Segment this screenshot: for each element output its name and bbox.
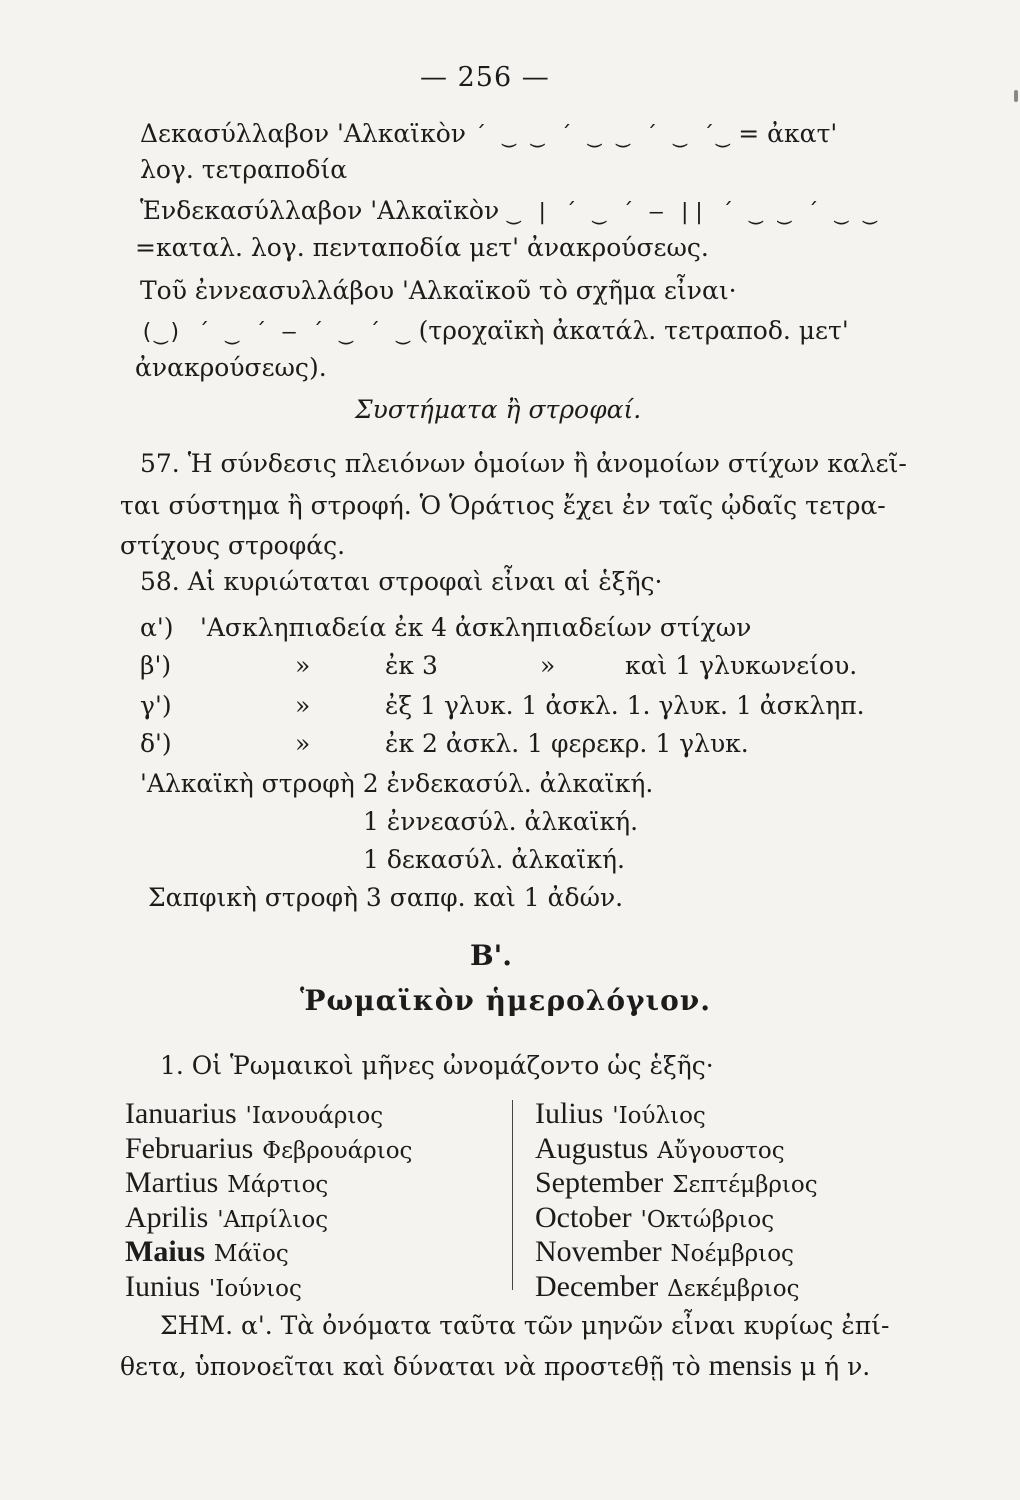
- month-greek: Μάρτιος: [227, 1172, 329, 1198]
- latin-word-mensis: mensis: [708, 1349, 793, 1382]
- hendecasyllable-label: Ἑνδεκασύλλαβον 'Αλκαϊκὸν: [140, 196, 500, 225]
- paragraph-57-line-1: 57. Ἡ σύνδεσις πλειόνων ὁμοίων ἢ ἀνομοίων στίχων καλεῖ-: [140, 449, 907, 478]
- decasyllable-label: Δεκασύλλαβον 'Αλκαϊκὸν: [140, 119, 466, 148]
- month-entry: [125, 1167, 412, 1202]
- strophe-c-label: γ'): [140, 691, 172, 720]
- note-line-2: [120, 1350, 870, 1383]
- month-entry: [535, 1133, 818, 1168]
- metre-scheme-1: ´ ‿ ‿ ´ ‿ ‿ ´ ‿ ´‿: [473, 123, 731, 148]
- months-right-column: [535, 1098, 818, 1305]
- alcaic-strophe-line-2: 1 ἐννεασύλ. ἀλκαϊκή.: [363, 807, 639, 836]
- month-greek: 'Ιούλιος: [612, 1103, 706, 1129]
- text-line-7: ἀνακρούσεως).: [135, 353, 327, 382]
- month-latin: December: [535, 1269, 659, 1303]
- metre-scheme-6: (‿) ´ ‿ ´ — ´ ‿ ´ ‿: [140, 320, 411, 345]
- month-latin: Augustus: [535, 1131, 649, 1165]
- metre-scheme-3: ‿ | ´ ‿ ´ — || ´ ‿ ‿ ´ ‿ ‿: [507, 200, 878, 225]
- scan-artifact: [1014, 90, 1018, 102]
- strophe-c-text: ἐξ 1 γλυκ. 1 ἀσκλ. 1. γλυκ. 1 ἀσκληπ.: [385, 691, 865, 720]
- alcaic-strophe-line-3: 1 δεκασύλ. ἀλκαϊκή.: [363, 845, 625, 874]
- month-latin: Aprilis: [125, 1200, 209, 1234]
- part-b-letter: Β'.: [470, 939, 512, 972]
- alcaic-strophe-line-1: 'Αλκαϊκὴ στροφὴ 2 ἐνδεκασύλ. ἀλκαϊκή.: [140, 769, 654, 798]
- month-latin: Maius: [125, 1235, 206, 1268]
- strophe-a-text: 'Ασκληπιαδεία ἐκ 4 ἀσκληπιαδείων στίχων: [200, 613, 752, 642]
- month-latin: Ianuarius: [125, 1097, 237, 1130]
- month-latin: Iulius: [535, 1097, 604, 1130]
- text-line-6: [140, 315, 849, 349]
- month-latin: October: [535, 1200, 632, 1234]
- month-greek: 'Ιούνιος: [208, 1275, 302, 1302]
- column-divider: [512, 1100, 513, 1290]
- months-left-column: [125, 1098, 412, 1305]
- trochaic-description: (τροχαϊκὴ ἀκατάλ. τετραποδ. μετ': [418, 316, 849, 345]
- month-greek: Μάϊος: [213, 1241, 289, 1267]
- text-end-1: = ἀκατ': [738, 119, 838, 148]
- paragraph-58: 58. Αἱ κυριώταται στροφαὶ εἶναι αἱ ἑξῆς·: [140, 567, 663, 596]
- month-entry: [125, 1271, 412, 1306]
- note-text-end: μ ή ν.: [799, 1352, 871, 1381]
- strophe-d-text: ἐκ 2 ἀσκλ. 1 φερεκρ. 1 γλυκ.: [385, 729, 749, 758]
- month-entry: [535, 1271, 818, 1306]
- month-greek: 'Οκτώβριος: [640, 1206, 775, 1233]
- strophe-d-ditto: »: [295, 729, 311, 758]
- strophe-b-text: ἐκ 3: [385, 651, 438, 680]
- month-greek: Αὔγουστος: [657, 1137, 785, 1164]
- month-entry: [535, 1167, 818, 1202]
- strophe-b-ditto-2: »: [540, 651, 556, 680]
- page-number: — 256 —: [420, 62, 550, 93]
- paragraph-57-line-2: ται σύστημα ἢ στροφή. Ὁ Ὁράτιος ἔχει ἐν ταῖς ᾠδαῖς τετρα-: [120, 491, 886, 520]
- strophe-a-label: α'): [140, 613, 174, 642]
- text-line-5: Τοῦ ἐννεασυλλάβου 'Αλκαϊκοῦ τὸ σχῆμα εἶναι·: [140, 276, 737, 305]
- sapphic-strophe: Σαπφικὴ στροφὴ 3 σαπφ. καὶ 1 ἀδών.: [148, 883, 624, 912]
- month-entry: [125, 1098, 412, 1133]
- month-latin: September: [535, 1166, 664, 1199]
- strophe-b-text-2: καὶ 1 γλυκωνείου.: [625, 651, 858, 680]
- month-greek: Δεκέμβριος: [667, 1275, 800, 1302]
- month-entry: [125, 1133, 412, 1168]
- month-entry: [535, 1098, 818, 1133]
- month-latin: Februarius: [125, 1131, 254, 1165]
- text-line-4: =καταλ. λογ. πενταποδία μετ' ἀνακρούσεως.: [135, 233, 709, 262]
- month-greek: 'Απρίλιος: [217, 1206, 329, 1233]
- month-entry: [125, 1236, 412, 1271]
- month-greek: Φεβρουάριος: [262, 1137, 413, 1164]
- text-line-1: [140, 118, 837, 152]
- strophe-b-label: β'): [140, 651, 172, 680]
- month-greek: Σεπτέμβριος: [672, 1172, 818, 1198]
- strophe-c-ditto: »: [295, 691, 311, 720]
- month-latin: Martius: [125, 1166, 219, 1199]
- text-line-2: λογ. τετραποδία: [140, 155, 348, 184]
- strophe-d-label: δ'): [140, 729, 172, 758]
- month-entry: [535, 1236, 818, 1271]
- section-title: Συστήματα ἢ στροφαί.: [355, 395, 642, 424]
- month-entry: [535, 1202, 818, 1237]
- roman-calendar-title: Ῥωμαϊκὸν ἡμερολόγιον.: [300, 984, 711, 1017]
- month-entry: [125, 1202, 412, 1237]
- month-greek: Νοέμβριος: [670, 1241, 794, 1267]
- note-line-1: ΣΗΜ. α'. Τὰ ὀνόματα ταῦτα τῶν μηνῶν εἶναι κυρίως ἐπί-: [160, 1311, 890, 1340]
- month-latin: Iunius: [125, 1269, 200, 1303]
- text-line-3: [140, 195, 878, 229]
- month-greek: 'Ιανουάριος: [245, 1103, 384, 1129]
- note-text: θετα, ὑπονοεῖται καὶ δύναται νὰ προστεθῇ τὸ: [120, 1352, 701, 1381]
- strophe-b-ditto: »: [295, 651, 311, 680]
- paragraph-57-line-3: στίχους στροφάς.: [120, 531, 346, 560]
- month-latin: November: [535, 1235, 662, 1268]
- calendar-intro: 1. Οἱ Ῥωμαικοὶ μῆνες ὠνομάζοντο ὡς ἑξῆς·: [160, 1051, 714, 1080]
